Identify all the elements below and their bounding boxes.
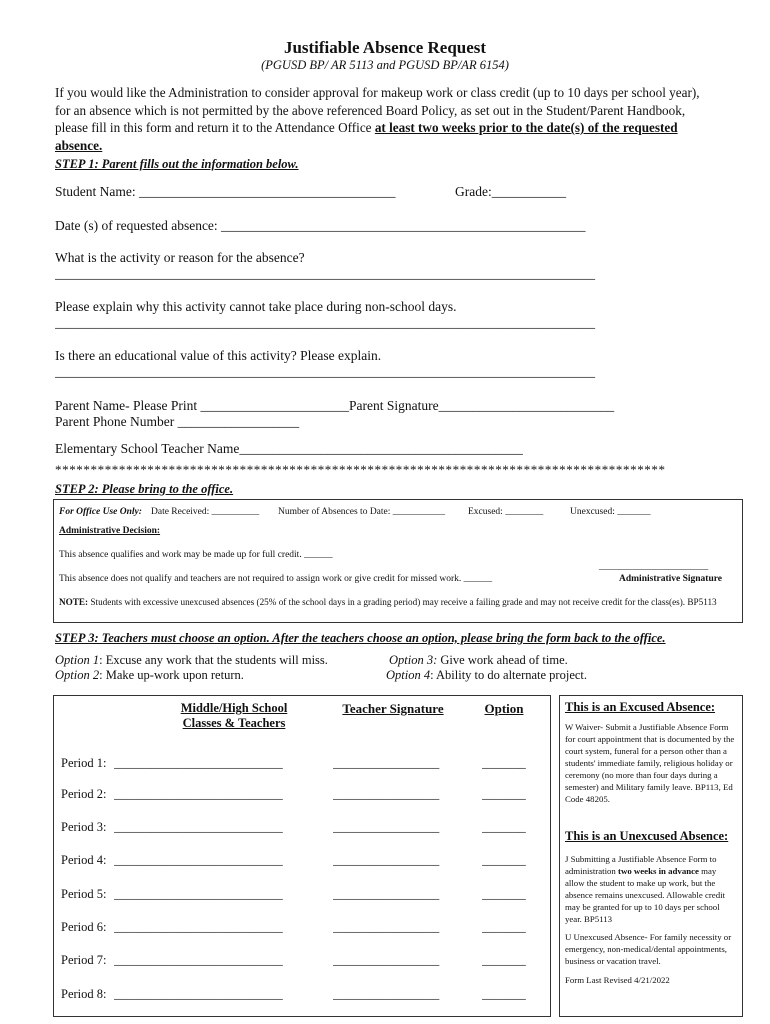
- teacher-signature-line[interactable]: _________________: [333, 756, 440, 770]
- class-teacher-line[interactable]: ___________________________: [114, 853, 283, 867]
- period-label: Period 2:: [61, 787, 107, 801]
- period-label: Period 5:: [61, 887, 107, 901]
- activity-answer-line[interactable]: ________________________________________________________________________________: [55, 266, 595, 281]
- table-row: [54, 953, 549, 971]
- option-line[interactable]: _______: [482, 920, 526, 934]
- admin-signature-label: Administrative Signature: [619, 574, 723, 584]
- table-row: [54, 887, 549, 905]
- table-row: [54, 787, 549, 805]
- step1-heading: STEP 1: Parent fills out the information below.: [55, 157, 299, 171]
- excused-description: W Waiver- Submit a Justifiable Absence Form for court appointment that is documented by the court system, funeral for a person other than a students' immediate family, religious holiday or ceremony (no more than four days during a semester) and Military family leave. BP113, Ed Code 48205.: [565, 722, 735, 804]
- section-divider: **************************************************************************************: [55, 462, 666, 477]
- option-2-text: : Make up-work upon return.: [99, 668, 244, 682]
- admin-signature-line[interactable]: _______________________: [599, 562, 709, 572]
- option-1-text: : Excuse any work that the students will miss.: [99, 653, 328, 667]
- period-label: Period 7:: [61, 953, 107, 967]
- classes-teachers-header-line1: Middle/High School: [180, 701, 288, 715]
- intro-deadline: at least two weeks prior to the date(s) of the requested absence.: [55, 120, 678, 153]
- table-row: [54, 820, 549, 838]
- table-row: [54, 853, 549, 871]
- teacher-signature-line[interactable]: _________________: [333, 953, 440, 967]
- form-revised-date: Form Last Revised 4/21/2022: [565, 975, 670, 985]
- excused-count-field[interactable]: Excused: ________: [468, 507, 544, 517]
- step3-heading: STEP 3: Teachers must choose an option. After the teachers choose an option, please bring the form back to the office.: [55, 631, 666, 645]
- note-label: NOTE:: [59, 597, 89, 607]
- not-qualify-option[interactable]: This absence does not qualify and teachers are not required to assign work or give credit for missed work. ______: [59, 574, 493, 584]
- absence-types-panel: [559, 695, 743, 1017]
- option-line[interactable]: _______: [482, 953, 526, 967]
- teacher-options-table: [53, 695, 551, 1017]
- teacher-signature-line[interactable]: _________________: [333, 887, 440, 901]
- grade-field[interactable]: Grade:___________: [455, 184, 566, 199]
- note-body: Students with excessive unexcused absences (25% of the school days in a grading period) may receive a failing grade and may not receive credit for the class(es). BP5113: [88, 597, 717, 607]
- j-text-bold: two weeks in advance: [618, 866, 699, 876]
- period-label: Period 8:: [61, 987, 107, 1001]
- absence-dates-field[interactable]: Date (s) of requested absence: ______________________________________________________: [55, 218, 586, 233]
- teacher-signature-line[interactable]: _________________: [333, 920, 440, 934]
- step2-heading: STEP 2: Please bring to the office.: [55, 482, 234, 496]
- explain-question: Please explain why this activity cannot take place during non-school days.: [55, 299, 457, 314]
- classes-teachers-header-line2: Classes & Teachers: [182, 716, 286, 730]
- period-label: Period 4:: [61, 853, 107, 867]
- class-teacher-line[interactable]: ___________________________: [114, 887, 283, 901]
- educational-question: Is there an educational value of this activity? Please explain.: [55, 348, 382, 363]
- option-line[interactable]: _______: [482, 987, 526, 1001]
- period-label: Period 1:: [61, 756, 107, 770]
- class-teacher-line[interactable]: ___________________________: [114, 787, 283, 801]
- option-line[interactable]: _______: [482, 756, 526, 770]
- teacher-signature-line[interactable]: _________________: [333, 987, 440, 1001]
- unexcused-heading: This is an Unexcused Absence:: [565, 829, 729, 843]
- office-use-label: For Office Use Only:: [59, 507, 142, 517]
- class-teacher-line[interactable]: ___________________________: [114, 756, 283, 770]
- qualifies-option[interactable]: This absence qualifies and work may be made up for full credit. ______: [59, 550, 333, 560]
- option-3: [389, 653, 568, 668]
- office-use-box: [53, 499, 743, 623]
- teacher-name-field[interactable]: Elementary School Teacher Name__________________________________________: [55, 441, 523, 456]
- class-teacher-line[interactable]: ___________________________: [114, 820, 283, 834]
- policy-reference: (PGUSD BP/ AR 5113 and PGUSD BP/AR 6154): [261, 58, 509, 72]
- class-teacher-line[interactable]: ___________________________: [114, 953, 283, 967]
- table-row: [54, 920, 549, 938]
- period-label: Period 3:: [61, 820, 107, 834]
- option-line[interactable]: _______: [482, 887, 526, 901]
- parent-name-signature-field[interactable]: Parent Name- Please Print ______________________Parent Signature__________________________: [55, 398, 615, 413]
- option-4-text: : Ability to do alternate project.: [430, 668, 588, 682]
- option-header: Option: [484, 701, 524, 716]
- option-3-text: Give work ahead of time.: [437, 653, 568, 667]
- parent-phone-field[interactable]: Parent Phone Number __________________: [55, 414, 300, 429]
- date-received-field[interactable]: Date Received: __________: [151, 507, 260, 517]
- admin-decision-label: Administrative Decision:: [59, 526, 161, 536]
- j-text-start: J Submitting a Justifiable Absence Form to administration: [565, 854, 717, 876]
- j-description: [565, 853, 737, 925]
- absences-to-date-field[interactable]: Number of Absences to Date: ___________: [278, 507, 446, 517]
- option-1-label: Option 1: [55, 653, 100, 667]
- student-name-field[interactable]: Student Name: ______________________________________: [55, 184, 396, 199]
- u-description: U Unexcused Absence- For family necessity or emergency, non-medical/dental appointments, business or vacation travel.: [565, 932, 732, 966]
- option-line[interactable]: _______: [482, 820, 526, 834]
- unexcused-count-field[interactable]: Unexcused: _______: [570, 507, 651, 517]
- option-3-label: Option 3:: [389, 653, 438, 667]
- intro-paragraph: [55, 84, 715, 154]
- period-label: Period 6:: [61, 920, 107, 934]
- table-row: [54, 756, 549, 774]
- table-row: [54, 987, 549, 1005]
- excused-heading: This is an Excused Absence:: [565, 700, 716, 714]
- teacher-signature-line[interactable]: _________________: [333, 787, 440, 801]
- note-text: [59, 597, 729, 609]
- option-2: [55, 668, 244, 683]
- teacher-signature-line[interactable]: _________________: [333, 853, 440, 867]
- j-text-end: may allow the student to make up work, but the absence remains unexcused. Allowable credit may be granted for up to 10 days per school year. BP5113: [565, 866, 725, 924]
- teacher-signature-header: Teacher Signature: [342, 701, 444, 716]
- option-4: [386, 668, 587, 683]
- option-line[interactable]: _______: [482, 853, 526, 867]
- teacher-signature-line[interactable]: _________________: [333, 820, 440, 834]
- intro-text: If you would like the Administration to consider approval for makeup work or class credit (up to 10 days per school year), for an absence which is not permitted by the above referenced Board Policy, as set out in the Student/Parent Handbook, please fill in this form and return it to the Attendance Office: [55, 85, 700, 135]
- form-title: Justifiable Absence Request: [283, 38, 487, 57]
- explain-answer-line[interactable]: ________________________________________________________________________________: [55, 315, 595, 330]
- class-teacher-line[interactable]: ___________________________: [114, 987, 283, 1001]
- option-line[interactable]: _______: [482, 787, 526, 801]
- class-teacher-line[interactable]: ___________________________: [114, 920, 283, 934]
- option-2-label: Option 2: [55, 668, 100, 682]
- option-1: [55, 653, 328, 668]
- activity-question: What is the activity or reason for the absence?: [55, 250, 305, 265]
- educational-answer-line[interactable]: ________________________________________________________________________________: [55, 364, 595, 379]
- option-4-label: Option 4: [386, 668, 431, 682]
